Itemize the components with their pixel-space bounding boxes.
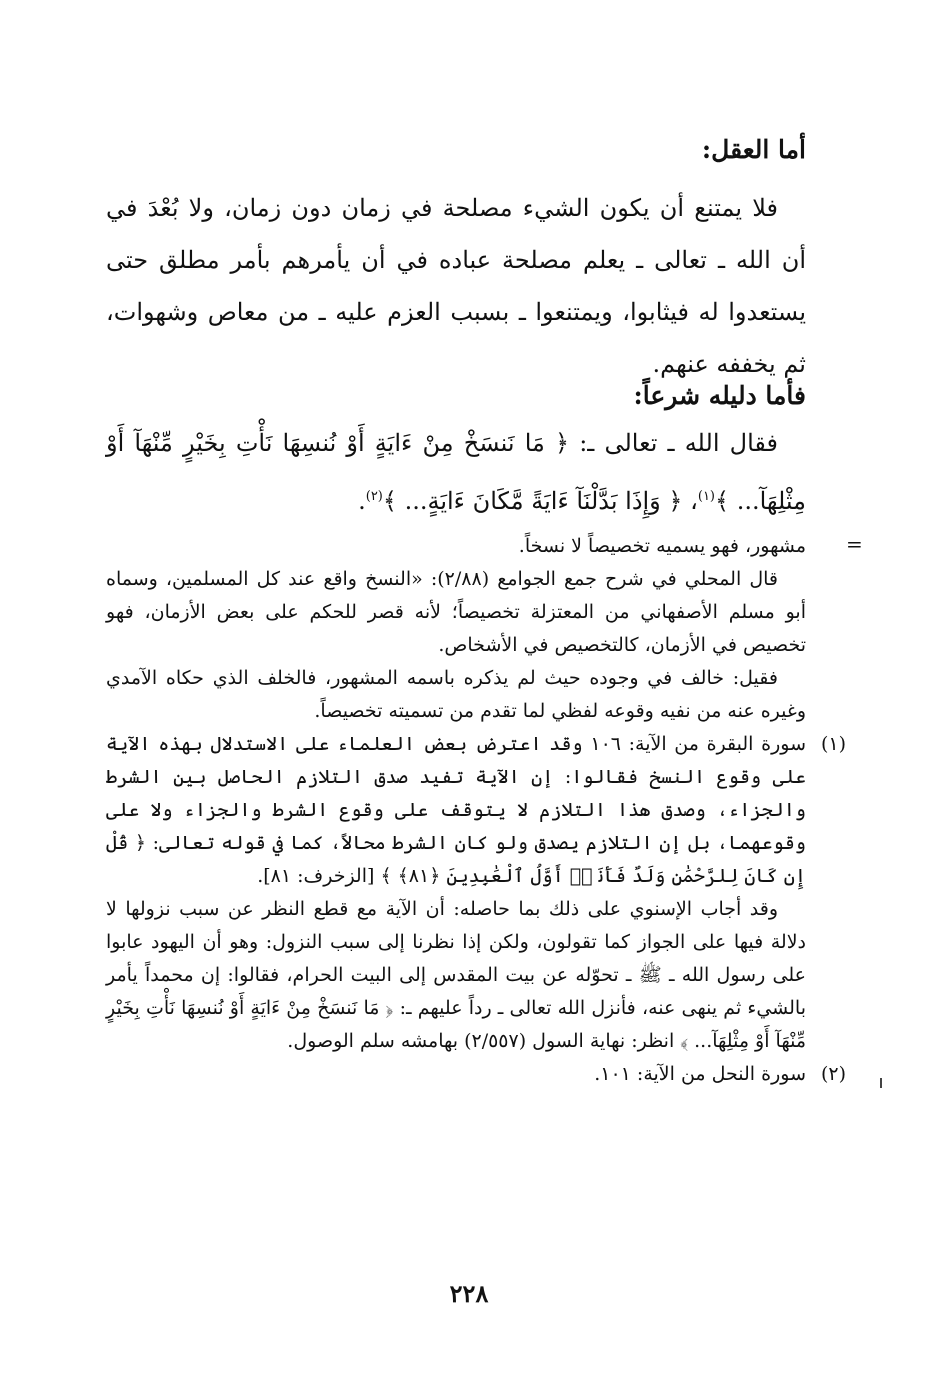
footnote-continued-paragraph: قال المحلي في شرح جمع الجوامع (٢/٨٨): «النسخ واقع عند كل المسلمين، وسماه أبو مسلم الأصفهاني من المعتزلة تخصيصاً؛ لأنه قصر للحكم على بعض الأزمان، فهو تخصيص في الأزمان، كالتخصيص في الأشخاص. [106, 568, 806, 656]
intellect-paragraph: فلا يمتنع أن يكون الشيء مصلحة في زمان دون زمان، ولا بُعْدَ في أن الله ـ تعالى ـ يعلم مصلحة عباده في أن يأمرهم بأمر مطلق حتى يستعدوا له فيثابوا، ويمتنعوا ـ بسبب العزم عليه ـ من معاص وشهوات، ثم يخففه عنهم. [106, 194, 806, 378]
footnote-continued-line: مشهور، فهو يسميه تخصيصاً لا نسخاً. [518, 535, 806, 557]
section-heading-intellect: أما العقل: [701, 135, 806, 164]
verse-baqarah: ﴿ مَا نَنسَخْ مِنْ ءَايَةٍ أَوْ نُنسِهَا نَأْتِ بِخَيْرٍ مِّنْهَآ أَوْ مِثْلِهَآ... ﴾ [106, 429, 806, 515]
footnote-1-answer: وقد أجاب الإسنوي على ذلك بما حاصله: أن الآية مع قطع النظر عن سبب نزولها لا دلالة فيها على الجواز كما تقولون، ولكن إذا نظرنا إلى سبب النزول: وهو أن اليهود عابوا على رسول الله ـ ﷺ ـ تحوّله عن بيت المقدس إلى البيت الحرام، فقالوا: إن محمداً يأمر بالشيء ثم ينهى عنه، فأنزل الله تعالى ـ رداً عليهم ـ: ﴿ مَا نَنسَخْ مِنْ ءَايَةٍ أَوْ نُنسِهَا نَأْتِ بِخَيْرٍ مِّنْهَآ أَوْ مِثْلِهَآ... ﴾ انظر: نهاية السول (٢/٥٥٧) بهامشه سلم الوصول. [106, 898, 806, 1052]
footnote-2-text: سورة النحل من الآية: ١٠١. [594, 1063, 806, 1085]
footnote-ref-1[interactable]: (١) [697, 489, 715, 504]
footnote-1-text: سورة البقرة من الآية: ١٠٦ وقد اعترض بعض العلماء على الاستدلال بهذه الآية على وقوع النسخ فقالوا: إن الآية تفيد صدق التلازم الحاصل بين الشرط والجزاء، وصدق هذا التلازم لا يتوقف على وقوع الشرط والجزاء ولا على وقوعهما، بل إن التلازم يصدق ولو كان الشرط محالاً، كما في قوله تعالى: ﴿ قُلْ إِن كَانَ لِلرَّحْمَٰنِ وَلَدٌ فَأَنَا۠ أَوَّلُ ٱلْعَٰبِدِينَ ﴿٨١﴾ ﴾ [الزخرف: ٨١]. [106, 733, 806, 887]
footnote-1 [106, 728, 846, 893]
evidence-end: . [358, 487, 366, 515]
footnotes-section [106, 530, 846, 1091]
footnote-continued-paragraph: فقيل: خالف في وجوده حيث لم يذكره باسمه المشهور، فالخلف الذي حكاه الآمدي وغيره عنه من نفيه وقوعه لفظي لما تقدم من تسميته تخصيصاً. [106, 667, 806, 722]
section-heading-sharia: فأما دليله شرعاً: [633, 381, 806, 410]
margin-mark [880, 1078, 882, 1088]
footnote-ref-2[interactable]: (٢) [365, 489, 383, 504]
verse-separator: ، [690, 487, 698, 515]
quranic-evidence [106, 414, 806, 530]
footnote-continuation-mark: = [846, 532, 863, 556]
evidence-intro: فقال الله ـ تعالى ـ: [579, 429, 778, 457]
verse-nahl: ﴿ وَإِذَا بَدَّلْنَآ ءَايَةً مَّكَانَ ءَايَةٍ... ﴾ [382, 487, 683, 515]
footnote-2-marker: (٢) [820, 1063, 846, 1085]
footnote-2 [106, 1058, 846, 1091]
page-number: ٢٢٨ [449, 1279, 489, 1308]
footnote-1-marker: (١) [820, 733, 846, 755]
